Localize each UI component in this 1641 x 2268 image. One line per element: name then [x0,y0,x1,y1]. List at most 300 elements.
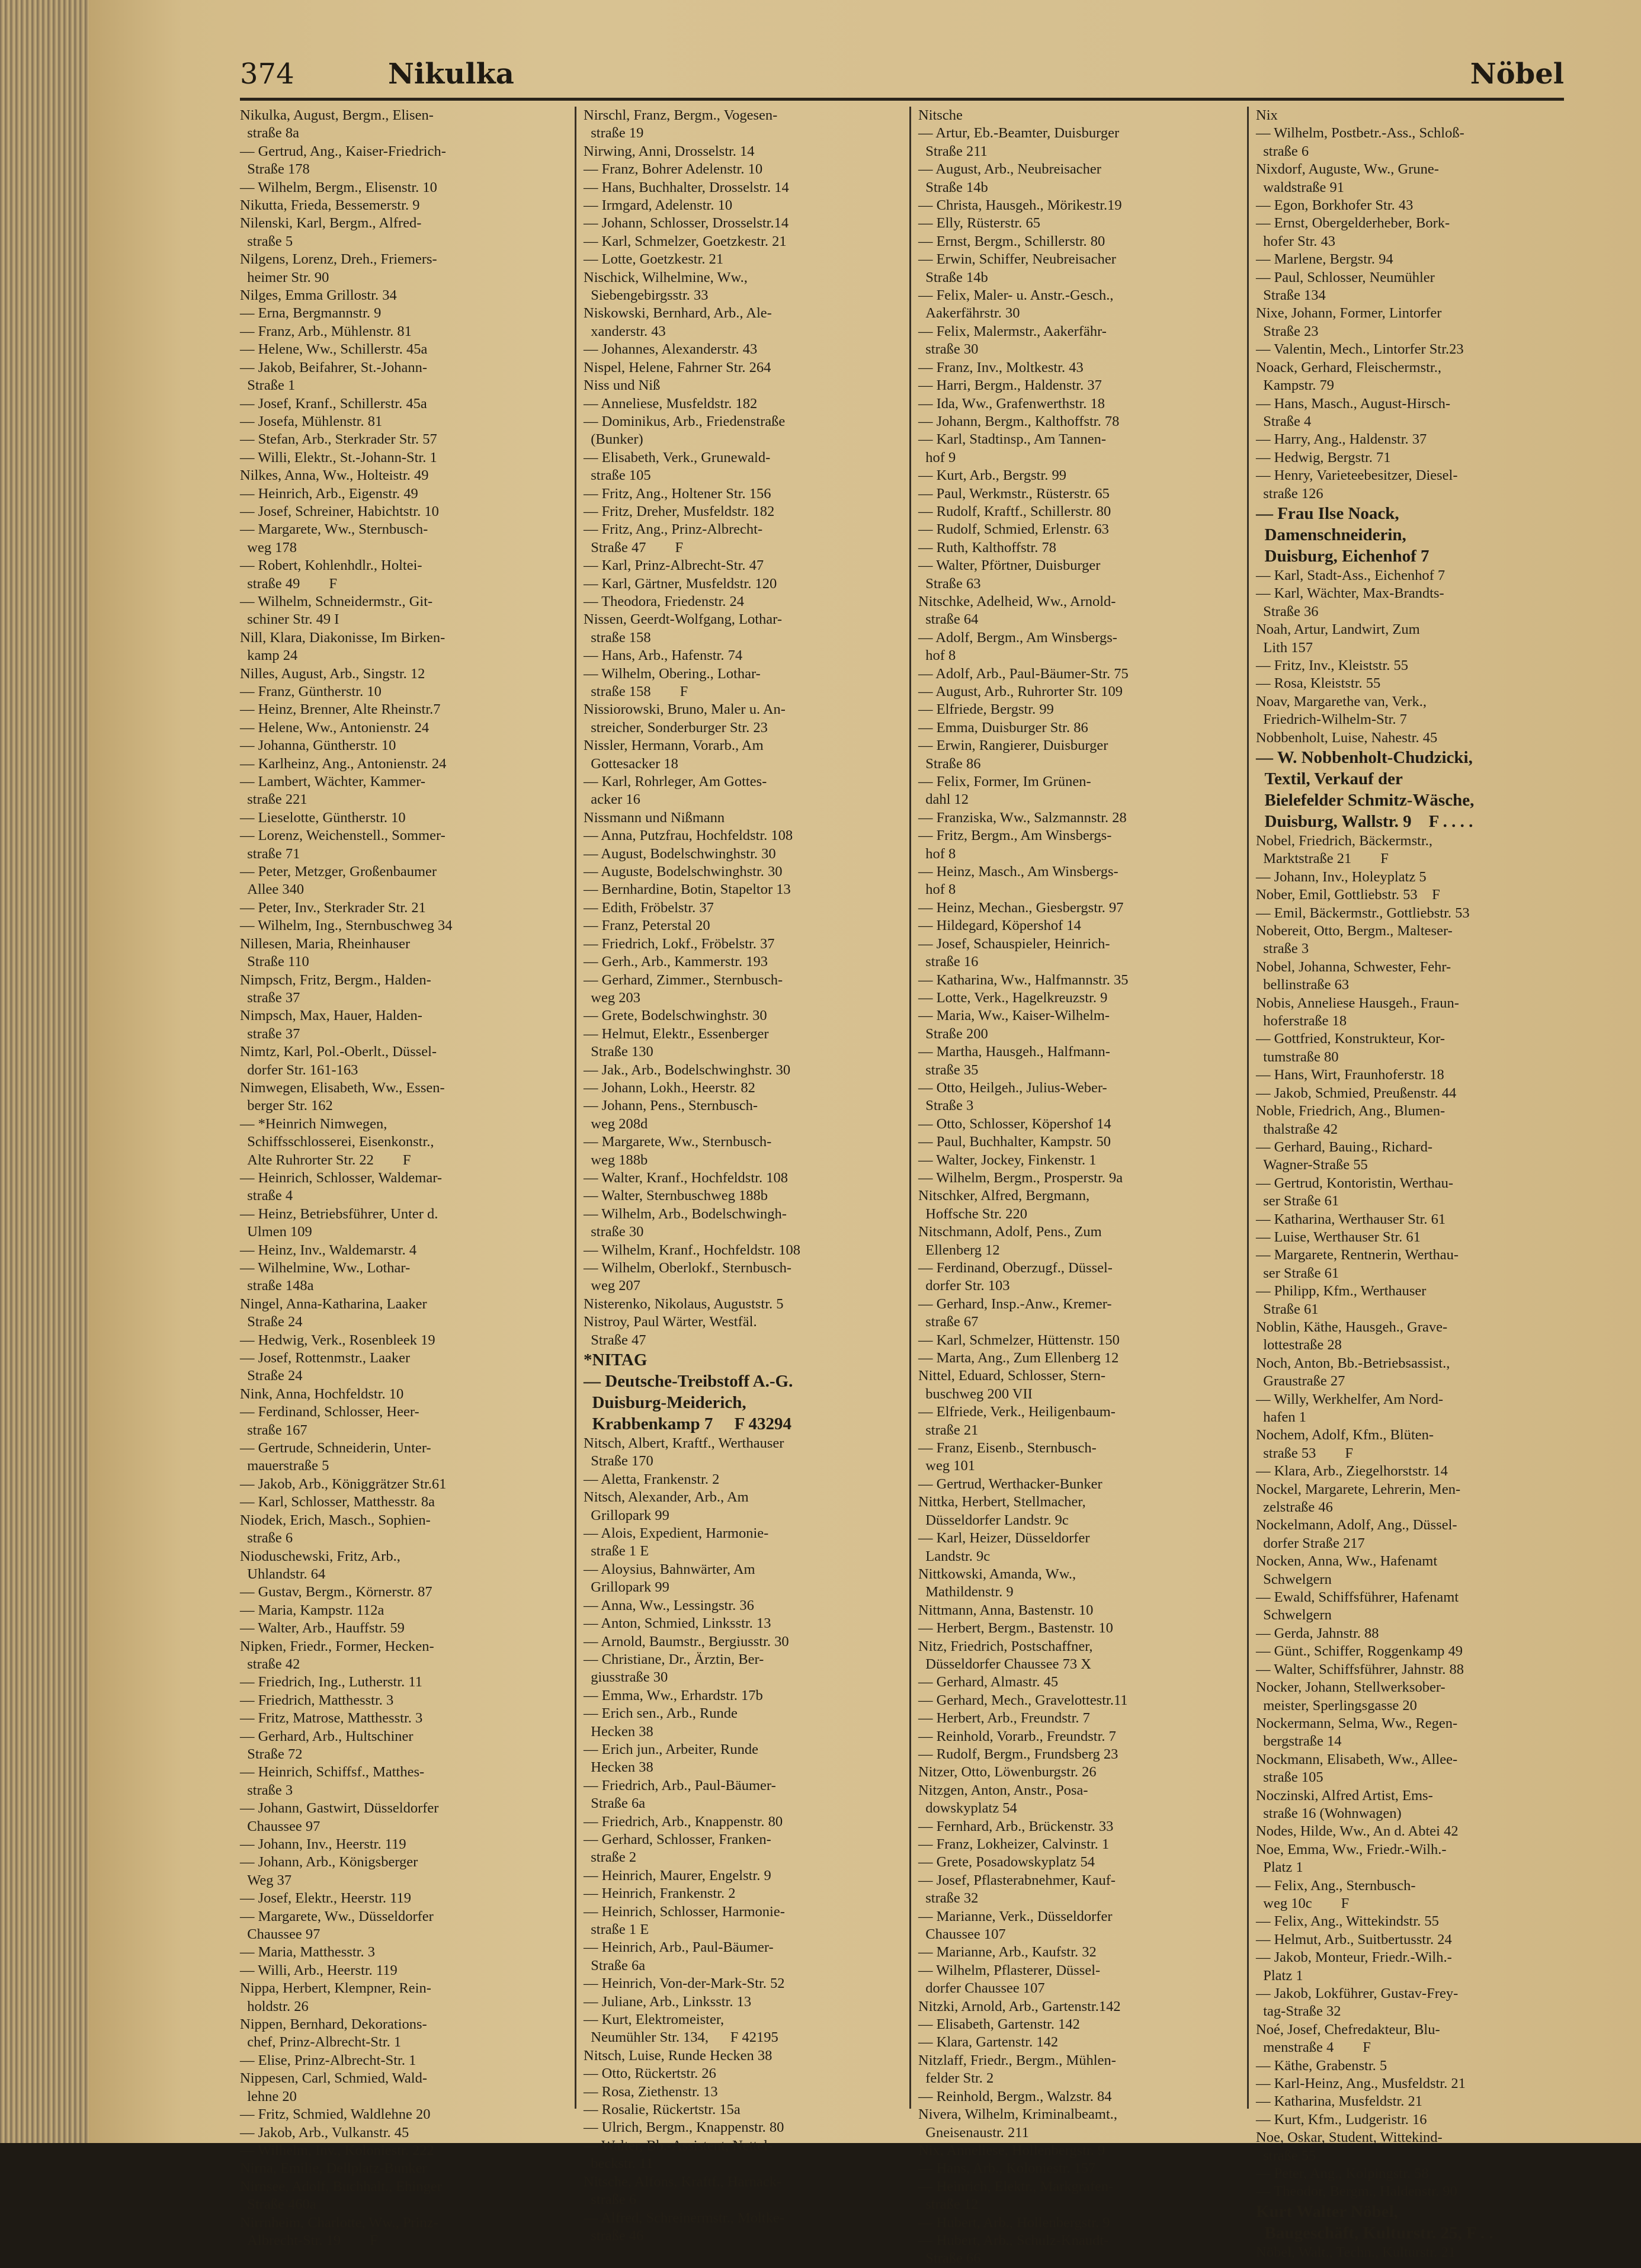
directory-entry: — Franz, Inv., Moltkestr. 43 [918,359,1084,376]
directory-entry: — Wilhelm, Inv., Koloniestr. 222 [240,2142,434,2158]
directory-entry: — Karl, Schmelzer, Goetzkestr. 21 [584,233,787,249]
directory-entry: — Alois, Expedient, Harmonie- straße 1 E [584,1525,769,1560]
directory-entry: — Emma, Duisburger Str. 86 [918,719,1088,736]
directory-entry: — Johann, Arb., Königsberger Weg 37 [240,1854,418,1888]
directory-entry: — Wilhelm, Pflasterer, Düssel- dorfer Chaussee 107 [918,1962,1101,1997]
directory-entry: — Heinrich, Schlosser, Waldemar- straße 4 [240,1169,443,1204]
directory-entry: — Heinrich, Elektr., Markgrafen- straße 12 [918,2178,1114,2213]
directory-entry: — Artur, Eb.-Beamter, Duisburger Straße 211 [918,125,1120,159]
directory-entry: — Josef, Pflasterabnehmer, Kauf- straße 32 [918,1872,1116,1907]
directory-entry: — Fritz, Ang., Holtener Str. 156 [584,485,771,502]
directory-entry: — Klara, Gartenstr. 142 [918,2034,1059,2051]
directory-entry: — Heinrich, Schlosser, Harmonie- straße 1 E [584,1903,785,1937]
directory-entry: — Franz, Lokheizer, Calvinstr. 1 [918,1836,1110,1852]
directory-entry: — Henry, Varieteebesitzer, Diesel- straße 126 [1256,467,1458,502]
directory-entry: — Wilhelm, Kranf., Hochfeldstr. 108 [584,1242,800,1258]
directory-entry: — Erich sen., Arb., Runde Hecken 38 [584,1705,738,1740]
directory-entry: Niskowski, Bernhard, Arb., Ale- xanderstr. 43 [584,305,772,339]
directory-entry: — Johanna, Güntherstr. 10 [240,737,396,754]
directory-entry: Nittkowski, Amanda, Ww., Mathildenstr. 9 [918,1566,1076,1600]
directory-entry: — Deutsche-Treibstoff A.-G. Duisburg-Meiderich, Krabbenkamp 7 F 43294 [584,1372,793,1434]
directory-entry: — Ernst, Obergelderheber, Bork- hofer Str. 43 [1256,215,1450,249]
directory-entry: — Franz, Arb., Mühlenstr. 81 [240,323,412,339]
directory-entry: Noack, Gerhard, Fleischermstr., Kampstr. 79 [1256,359,1441,394]
directory-entry: Nilgens, Lorenz, Dreh., Friemers- heimer Str. 90 [240,251,437,285]
directory-entry: Nissen, Geerdt-Wolfgang, Lothar- straße 158 [584,611,782,646]
directory-entry: Nirwing, Anni, Drosselstr. 14 [584,143,755,159]
directory-entry: — Johannes, Alexanderstr. 43 [584,341,758,358]
directory-entry: — Anna, Putzfrau, Hochfeldstr. 108 [584,827,793,844]
directory-entry: — Alfred, Schreinermstr., Moltke- straße 46 [584,2209,784,2244]
directory-entry: — Harri, Bergm., Haldenstr. 37 [918,377,1102,394]
directory-entry: — Wilhelm, Obering., Lothar- straße 158 F [584,665,761,700]
directory-entry: — Günt., Schiffer, Roggenkamp 49 [1256,1643,1463,1660]
directory-entry: — Ernst, Bergm., Schillerstr. 80 [918,233,1105,249]
directory-entry: — Karl, Stadtinsp., Am Tannen- hof 9 [918,431,1106,466]
directory-entry: — Luise, Werthauser Str. 61 [1256,1228,1421,1245]
directory-entry: Nöbel, Walt., Techn., Kulturstr. 21 [1256,2244,1456,2260]
directory-entry: — Stefan, Arb., Sterkrader Str. 57 [240,431,437,448]
running-head-left: Nikulka [388,57,514,91]
directory-entry: — Elisabeth, Gartenstr. 142 [918,2016,1080,2033]
directory-entry: — Aloysius, Bahnwärter, Am Grillopark 99 [584,1561,755,1596]
directory-entry: — Johann, Gastwirt, Düsseldorfer Chaussee 97 [240,1800,439,1834]
directory-entry: — Margarete, Rentnerin, Werthau- ser Straße 61 [1256,1247,1459,1281]
directory-entry: — Fernhard, Arb., Brückenstr. 33 [918,1818,1114,1834]
column-2 [584,107,909,2244]
directory-entry: — Fritz, Ang., Prinz-Albrecht- Straße 47 F [584,521,763,556]
directory-entry: — Johann, Inv., Holeyplatz 5 [1256,868,1427,885]
directory-entry: — Karl, Schmelzer, Hüttenstr. 150 [918,1332,1120,1348]
directory-entry: — Jakob, Beifahrer, St.-Johann- Straße 1 [240,359,428,394]
directory-entry: Nissiorowski, Bruno, Maler u. An- streicher, Sonderburger Str. 23 [584,701,786,736]
directory-entry: — Jakob, Monteur, Friedr.-Wilh.- Platz 1 [1256,1949,1452,1984]
directory-entry: — Josef, Rottenmstr., Laaker Straße 24 [240,1350,411,1384]
directory-entry: — Philipp, Kfm., Werthauser Straße 61 [1256,1283,1427,1317]
directory-entry: — Helene, Ww., Schillerstr. 45a [240,341,428,358]
directory-entry: — Frau Ilse Noack, Damenschneiderin, Duisburg, Eichenhof 7 [1256,503,1430,566]
directory-entry: Nittka, Herbert, Stellmacher, Düsseldorfer Landstr. 9c [918,1494,1086,1528]
directory-entry: Noe, Oskar, Student, Wittekind- straße 55 [1256,2129,1443,2164]
directory-entry: — Felix, Ang., Wittekindstr. 55 [1256,1913,1439,1930]
directory-entry: — Friedrich, Matthesstr. 3 [240,1692,394,1708]
directory-entry: — Karl-Heinz, Ang., Musfeldstr. 21 [1256,2075,1466,2092]
directory-entry: — Helmut, Arb., Suitbertusstr. 24 [1256,1931,1452,1948]
directory-entry: — Fritz, Schmied, Waldlehne 20 [240,2106,431,2123]
directory-entry: — Karl, Stadt-Ass., Eichenhof 7 [1256,567,1446,583]
directory-entry: — Reinhold, Vorarb., Freundstr. 7 [918,1728,1116,1744]
directory-columns [240,107,1552,2267]
directory-entry: Nitsch, Albert, Kraftf., Werthauser Straße 170 [584,1435,784,1470]
directory-entry: — W. Nobbenholt-Chudzicki, Textil, Verkauf der Bielefelder Schmitz-Wäsche, Duisburg, Wallstr. 9 F . . . . [1256,748,1475,831]
directory-entry: — Kurt, Elektromeister, Neumühler Str. 134, F 42195 [584,2012,778,2046]
directory-entry: — Lotte, Verk., Hagelkreuzstr. 9 [918,989,1108,1006]
directory-entry: Nimpsch, Max, Hauer, Halden- straße 37 [240,1008,422,1042]
directory-entry: — Wilhelm, Oberlokf., Sternbusch- weg 207 [584,1260,792,1294]
directory-entry: — Gerhard, Insp.-Anw., Kremer- straße 67 [918,1295,1112,1330]
directory-entry: — Marianne, Verk., Düsseldorfer Chaussee 107 [918,1908,1113,1943]
directory-entry: Nikutta, Frieda, Bessemerstr. 9 [240,197,420,214]
directory-entry: Nobel, Friedrich, Bäckermstr., Marktstraße 21 F [1256,833,1433,867]
directory-entry: Nispel, Helene, Fahrner Str. 264 [584,359,771,376]
directory-entry: — Gottfried, Konstrukteur, Kor- tumstraße 80 [1256,1031,1446,1065]
directory-entry: Nilges, Emma Grillostr. 34 [240,287,397,304]
column-rule [909,107,911,2109]
directory-entry: Nixdorf, Auguste, Ww., Grune- waldstraße 91 [1256,161,1439,195]
directory-entry: — Wilhelm, Bergm., Elisenstr. 10 [240,179,437,195]
directory-entry: — Lorenz, Weichenstell., Sommer- straße 71 [240,827,445,862]
directory-entry: — Harry, Ang., Haldenstr. 37 [1256,431,1427,448]
directory-entry: — Walter, Schiffsführer, Jahnstr. 88 [1256,1661,1464,1677]
directory-entry: — Kurt, Arb., Bergstr. 99 [918,467,1066,484]
directory-entry: — Johann, Pens., Sternbusch- weg 208d [584,1098,758,1132]
directory-entry: Nodes, Hilde, Ww., An d. Abtei 42 [1256,1823,1459,1840]
directory-entry: — Martha, Hausgeh., Halfmann- straße 35 [918,1044,1110,1078]
directory-entry: Nitschke, Adelheid, Ww., Arnold- straße 64 [918,593,1116,628]
directory-entry: — Gerhard, Arb., Hultschiner Straße 72 [240,1728,414,1762]
directory-entry: — Edith, Fröbelstr. 37 [584,899,714,916]
directory-entry: — Christa, Hausgeh., Mörikestr.19 [918,197,1122,214]
directory-entry: Nimpsch, Fritz, Bergm., Halden- straße 37 [240,971,431,1006]
directory-entry: Nitsch, Alexander, Arb., Am Grillopark 99 [584,1489,749,1523]
directory-entry: — Friedrich, Ing., Lutherstr. 11 [240,1674,423,1690]
directory-entry: — Karl, Rohrleger, Am Gottes- acker 16 [584,774,767,808]
directory-entry: — Paul, Schlosser, Neumühler Straße 134 [1256,269,1435,304]
directory-entry: Nobereit, Otto, Bergm., Malteser- straße 3 [1256,923,1453,957]
directory-entry: — Walter, Sternbuschweg 188b [584,1188,768,1204]
directory-entry: — Emma, Ww., Erhardstr. 17b [584,1687,763,1704]
directory-entry: — Rosa, Ziethenstr. 13 [584,2083,718,2100]
directory-entry: — Ida, Ww., Grafenwerthstr. 18 [918,395,1105,412]
directory-entry: — Heinz, Masch., Am Winsbergs- hof 8 [918,864,1118,898]
directory-entry: Nockel, Margarete, Lehrerin, Men- zelstraße 46 [1256,1481,1461,1516]
directory-entry: Nitzgen, Anton, Anstr., Posa- dowskyplatz 54 [918,1782,1088,1817]
directory-entry: — Felix, Malermstr., Aakerfähr- straße 30 [918,323,1107,358]
directory-entry: — Walter, Pförtner, Duisburger Straße 63 [918,557,1101,592]
directory-entry: Nitsche [918,107,963,123]
directory-entry: — Ferdinand, Oberzugf., Düssel- dorfer Str. 103 [918,1260,1113,1294]
directory-entry: Nockmann, Elisabeth, Ww., Allee- straße 105 [1256,1751,1458,1786]
directory-entry: — Kurt, Kfm., Ludgeristr. 16 [1256,2111,1427,2128]
directory-entry: — Josefa, Mühlenstr. 81 [240,413,383,429]
page-header [240,50,1564,101]
directory-entry: — Elfriede, Bergstr. 99 [918,701,1054,718]
column-rule [575,107,576,2109]
directory-entry: Nippa, Herbert, Klempner, Rein- holdstr. 26 [240,1980,431,2014]
directory-entry: — Erwin, Rangierer, Duisburger Straße 86 [918,737,1108,772]
directory-entry: — Hedwig, Bergstr. 71 [1256,449,1391,466]
directory-entry: — Klara, Arb., Ziegelhorststr. 14 [1256,1463,1448,1480]
directory-entry: — Johann, Lokh., Heerstr. 82 [584,1079,755,1096]
directory-entry: — Katharina, Werthauser Str. 61 [1256,1211,1446,1227]
directory-entry: Nockermann, Selma, Ww., Regen- bergstraße 14 [1256,1715,1458,1750]
column-4 [1256,107,1582,2260]
directory-entry: Nistroy, Paul Wärter, Westfäl. Straße 47 [584,1314,757,1348]
directory-entry: — Helmut, Elektr., Essenberger Straße 130 [584,1025,769,1060]
directory-entry: — Hans, Arb., Hafenstr. 74 [584,647,743,664]
column-1 [240,107,566,2248]
directory-entry: — Maria, Ww., Kaiser-Wilhelm- Straße 200 [918,1008,1110,1042]
directory-entry: — Heinrich, Maurer, Engelstr. 9 [584,1867,771,1884]
directory-entry: — Willy, Werkhelfer, Am Nord- hafen 1 [1256,1391,1444,1425]
directory-entry: — Anton, Schmied, Linksstr. 13 [584,1615,771,1632]
directory-entry: — Franz, Eisenb., Sternbusch- weg 101 [918,1440,1097,1474]
directory-entry: Noav, Margarethe van, Verk., Friedrich-Wilhelm-Str. 7 [1256,693,1427,728]
directory-entry: — Karlheinz, Ang., Antonienstr. 24 [240,755,447,772]
directory-entry: — Hubert, Arb., Schulz-Knaudt- Straße 66 [918,2232,1109,2267]
directory-entry: — Hans, Masch., August-Hirsch- Straße 4 [1256,395,1450,429]
directory-entry: — Robert, Kohlenhdlr., Holtei- straße 49 F [240,557,422,592]
directory-entry: — Wilhelmine, Ww., Lothar- straße 148a [240,1260,411,1294]
directory-entry: — Heinz, Mechan., Giesbergstr. 97 [918,899,1124,916]
directory-entry: — Rudolf, Schmied, Erlenstr. 63 [918,521,1109,538]
directory-entry: Nix, Anneliese, Hollenbergstr. 9 [918,2142,1105,2158]
directory-entry: — Otto, Schlosser, Köpershof 14 [918,1115,1111,1132]
directory-entry: — Gerda, Jahnstr. 88 [1256,1625,1379,1641]
directory-entry: — Elise, Prinz-Albrecht-Str. 1 [240,2052,416,2068]
directory-entry: Nober, Emil, Gottliebstr. 53 F [1256,887,1440,903]
directory-entry: — Wilhelm, Ing., Sternbuschweg 34 [240,918,453,934]
directory-entry: — Heinz, Betriebsführer, Unter d. Ulmen 109 [240,1205,438,1240]
directory-entry: *NITAG [584,1350,648,1370]
directory-entry: — Emil, Bäckermstr., Gottliebstr. 53 [1256,904,1470,921]
directory-entry: Niodek, Erich, Masch., Sophien- straße 6 [240,1512,431,1547]
directory-entry: — Gerhard, Mech., Gravelottestr.11 [918,1692,1128,1708]
directory-entry: — Gertrude, Schneiderin, Unter- mauerstraße 5 [240,1440,431,1474]
directory-entry: — Felix, Ang., Sternbusch- weg 10c F [1256,1877,1416,1911]
directory-entry: — Katharina, Ww., Halfmannstr. 35 [918,971,1129,988]
directory-entry: Nobis, Anneliese Hausgeh., Fraun- hoferstraße 18 [1256,995,1459,1029]
directory-entry: — Gustav, Bergm., Körnerstr. 87 [240,1584,432,1600]
directory-entry: — Heinrich, Frankenstr. 2 [584,1885,736,1902]
directory-entry: Nischick, Wilhelmine, Ww., Siebengebirgsstr. 33 [584,269,748,304]
directory-entry: — Josef, Schreiner, Habichtstr. 10 [240,503,439,519]
directory-entry: — Gertrud, Werthacker-Bunker [918,1475,1102,1492]
directory-entry: — Elisabeth, Verk., Grunewald- straße 105 [584,449,771,484]
directory-entry: — Karl, Prinz-Albrecht-Str. 47 [584,557,764,574]
directory-entry: — Lambert, Wächter, Kammer- straße 221 [240,774,426,808]
directory-entry: — Josef, Elektr., Heerstr. 119 [240,1890,411,1907]
column-rule [1247,107,1249,2109]
directory-entry: Nitzlaff, Friedr., Bergm., Mühlen- felder Str. 2 [918,2052,1116,2087]
directory-entry: Noah, Artur, Landwirt, Zum Lith 157 [1256,621,1420,656]
directory-entry: Nirschl, Franz, Bergm., Vogesen- straße 19 [584,107,778,142]
directory-entry: Nikulka, August, Bergm., Elisen- straße 8a [240,107,434,142]
directory-entry: — Franz, Bohrer Adelenstr. 10 [584,161,763,178]
directory-entry: — Bernhardine, Botin, Stapeltor 13 [584,881,791,898]
directory-entry: — Fritz, Matrose, Matthesstr. 3 [240,1710,423,1727]
directory-entry: — Friedrich, Arb., Paul-Bäumer- Straße 6a [584,1777,776,1812]
directory-entry: Nimwegen, Elisabeth, Ww., Essen- berger Str. 162 [240,1079,445,1114]
directory-entry: — August, Bodelschwinghstr. 30 [584,845,776,862]
directory-entry: Ningel, Anna-Katharina, Laaker Straße 24 [240,1295,427,1330]
directory-entry: Noe, Emma, Ww., Friedr.-Wilh.- Platz 1 [1256,1841,1447,1876]
directory-entry: Nisterenko, Nikolaus, Auguststr. 5 [584,1295,784,1312]
directory-entry: — *Heinrich Nimwegen, Schiffsschlosserei, Eisenkonstr., Alte Ruhrorter Str. 22 F [240,1115,434,1168]
directory-entry: — Willi, Arb., Heerstr. 119 [240,1962,398,1978]
directory-entry: Nocken, Anna, Ww., Hafenamt Schwelgern [1256,1553,1438,1587]
directory-entry: — Franziska, Ww., Salzmannstr. 28 [918,809,1127,826]
directory-entry: Nix [1256,107,1278,123]
directory-entry: Nillesen, Maria, Rheinhauser Straße 110 [240,935,411,970]
directory-entry: — Jakob, Schmied, Preußenstr. 44 [1256,1085,1457,1101]
directory-entry: — Franz, Peterstal 20 [584,918,710,934]
directory-entry: Nilkes, Anna, Ww., Holteistr. 49 [240,467,429,484]
directory-entry: — Friedrich, Arb., Knappenstr. 80 [584,1813,783,1830]
directory-entry: Noble, Friedrich, Ang., Blumen- thalstraße 42 [1256,1103,1446,1137]
directory-entry: — Käthe, Grabenstr. 5 [1256,2057,1387,2074]
directory-entry: — Arnold, Baumstr., Bergiusstr. 30 [584,1633,789,1650]
directory-entry: Nirrnheim, Charlotte, Ww., Prinz- Albrecht-Str. 19 F [240,2214,438,2248]
directory-entry: — Rudolf, Kraftf., Schillerstr. 80 [918,503,1111,519]
directory-entry: Nixe, Johann, Former, Lintorfer Straße 23 [1256,305,1442,339]
directory-entry: Nivera, Wilhelm, Kriminalbeamt., Gneisenaustr. 211 [918,2106,1118,2141]
directory-entry: — Paul, Werkmstr., Rüsterstr. 65 [918,485,1110,502]
directory-entry: Nittel, Eduard, Schlosser, Stern- buschweg 200 VII [918,1368,1106,1402]
directory-entry: Noczinski, Alfred Artist, Ems- straße 16 (Wohnwagen) [1256,1787,1433,1821]
directory-entry: Noé, Josef, Chefredakteur, Blu- menstraße 4 F [1256,2021,1440,2056]
directory-entry: Noblin, Käthe, Hausgeh., Grave- lottestraße 28 [1256,1319,1448,1353]
directory-entry: — Jakob, Arb., Vulkanstr. 45 [240,2124,409,2141]
directory-entry: Nittmann, Anna, Bastenstr. 10 [918,1602,1094,1618]
directory-entry: — Erna, Bergmannstr. 9 [240,305,382,322]
directory-entry: — Hedwig, Verk., Rosenbleek 19 [240,1332,435,1348]
directory-entry: — Hans, Buchhalter, Drosselstr. 14 [584,179,789,195]
directory-entry: — Ferdinand, Schlosser, Heer- straße 167 [240,1404,419,1438]
directory-entry: — Maria, Matthesstr. 3 [240,1944,375,1961]
directory-entry: Kurt Walter Nöbel, Baugeschäft, Kulturstr. 25, F . . [1256,2202,1493,2243]
directory-entry: — Wilhelm, Bergm., Prosperstr. 9a [918,1169,1123,1186]
directory-entry: — Aletta, Frankenstr. 2 [584,1471,720,1487]
directory-entry: Nilles, August, Arb., Singstr. 12 [240,665,425,682]
directory-entry: — Rosalie, Rückertstr. 15a [584,2102,741,2118]
column-3 [918,107,1244,2267]
book-page-edges [0,0,89,2143]
directory-entry: — Heinrich, Arb., Eigenstr. 49 [240,485,418,502]
directory-entry: — Walter, Jockey, Finkenstr. 1 [918,1151,1097,1168]
directory-entry: — Erwin, Schiffer, Neubreisacher Straße 14b [918,251,1116,285]
directory-entry: — Margarete, Ww., Sternbusch- weg 188b [584,1134,772,1168]
directory-entry: — Heinz, Brenner, Alte Rheinstr.7 [240,701,441,718]
directory-entry: — Hubert, Arb., Hollenbergstr. 9 [918,2214,1110,2231]
directory-entry: — Reinhold, Bergm., Walzstr. 84 [918,2088,1112,2105]
directory-entry: — Juliane, Arb., Linksstr. 13 [584,1993,752,2010]
directory-entry: — Margarete, Ww., Düsseldorfer Chaussee 97 [240,1908,434,1943]
directory-entry: Nioduschewski, Fritz, Arb., Uhlandstr. 64 [240,1548,400,1582]
directory-entry: — Egon, Borkhofer Str. 43 [1256,197,1414,214]
directory-entry: — Marlene, Bergstr. 94 [1256,251,1393,268]
directory-entry: — Otto, Heilgeh., Julius-Weber- Straße 3 [918,1079,1107,1114]
directory-entry: Nitsch, Luise, Runde Hecken 38 [584,2047,773,2064]
directory-entry: — Herbert, Bergm., Bastenstr. 10 [918,1620,1113,1637]
directory-entry: — Friedrich, Lokf., Fröbelstr. 37 [584,935,775,952]
directory-entry: — Valentin, Mech., Lintorfer Str.23 [1256,341,1464,358]
directory-entry: — Margarete, Ww., Sternbusch- weg 178 [240,521,428,556]
directory-entry: — Helene, Ww., Antonienstr. 24 [240,719,430,736]
directory-entry: — Walter, Bb.-Assistent, Nettel- beckstr. 11 [584,2137,773,2172]
directory-entry: — Dominikus, Arb., Friedenstraße (Bunker) [584,413,786,448]
directory-entry: — Irmgard, Adelenstr. 10 [584,197,733,214]
directory-entry: Nitschker, Alfred, Bergmann, Hoffsche Str. 220 [918,1188,1090,1222]
directory-entry: — Marianne, Arb., Kaufstr. 32 [918,1944,1097,1961]
page-number: 374 [240,57,294,91]
directory-entry: — Gerhard, Bauing., Richard- Wagner-Straße 55 [1256,1138,1432,1173]
directory-entry: — August, Arb., Neubreisacher Straße 14b [918,161,1101,195]
directory-entry: Nitschmann, Adolf, Pens., Zum Ellenberg 12 [918,1224,1102,1258]
directory-entry: — Walter, Arb., Hauffstr. 59 [240,1620,405,1637]
directory-entry: — Ruth, Kalthoffstr. 78 [918,539,1056,556]
directory-entry: Nimtz, Karl, Pol.-Oberlt., Düssel- dorfer Str. 161-163 [240,1044,437,1078]
directory-entry: — Wilhelm, Postbetr.-Ass., Schloß- straße 6 [1256,125,1464,159]
directory-entry: — Karl, Wächter, Max-Brandts- Straße 36 [1256,585,1444,620]
directory-entry: — Josef, Kranf., Schillerstr. 45a [240,395,427,412]
directory-entry: — Karl, Gärtner, Musfeldstr. 120 [584,575,777,592]
directory-entry: Nill, Klara, Diakonisse, Im Birken- kamp 24 [240,629,445,664]
directory-entry: — Wilhelm, Arb., Bodelschwingh- straße 30 [584,1205,787,1240]
directory-entry: Nitzki, Arnold, Arb., Gartenstr.142 [918,1998,1121,2014]
directory-entry: — Wilhelm, Schneidermstr., Git- schiner Str. 49 I [240,593,433,628]
directory-entry: — Theodor, Bergm., Haldenstr. 90 [1256,2183,1457,2200]
directory-entry: — Adolf, Arb., Paul-Bäumer-Str. 75 [918,665,1129,682]
directory-entry: — Walter, Kranf., Hochfeldstr. 108 [584,1169,788,1186]
directory-entry: — Theodora, Friedenstr. 24 [584,593,745,609]
directory-entry: — Grete, Bodelschwinghstr. 30 [584,1008,767,1024]
directory-entry: — Rosa, Kleiststr. 55 [1256,675,1381,692]
directory-entry: — Maria, Kampstr. 112a [240,1602,384,1618]
directory-entry: — Hans, Arb., Koloniestr. 157 [918,2160,1096,2177]
directory-entry: — Herbert, Arb., Freundstr. 7 [918,1710,1090,1727]
directory-entry: Nirna, Emilie, Dellplatz-Bunker [240,2160,427,2177]
directory-entry: — Elfriede, Verk., Heiligenbaum- straße 21 [918,1404,1116,1438]
directory-entry: — Willi, Elektr., St.-Johann-Str. 1 [240,449,437,466]
directory-entry: Nockelmann, Adolf, Ang., Düssel- dorfer Straße 217 [1256,1517,1457,1551]
directory-entry: Nippesen, Carl, Schmied, Wald- lehne 20 [240,2070,428,2105]
directory-entry: — Heinrich, Schiffsf., Matthes- straße 3 [240,1764,425,1798]
directory-entry: — Gerhard, Zimmer., Sternbusch- weg 203 [584,971,783,1006]
directory-entry: — Gerhard, Schlosser, Franken- straße 2 [584,1831,771,1866]
directory-entry: — Hildegard, Köpershof 14 [918,918,1081,934]
directory-entry: — Peter, Metzger, Großenbaumer Allee 340 [240,864,437,898]
directory-entry: Nirnsee, Adolf, Buchhalt., Ehinger Straße 460a [240,2178,442,2213]
directory-entry: — Gerh., Arb., Kammerstr. 193 [584,954,768,970]
directory-entry: — Christiane, Dr., Ärztin, Ber- giusstraße 30 [584,1651,764,1686]
directory-entry: — Auguste, Bodelschwinghstr. 30 [584,864,783,880]
directory-entry: — Rudolf, Bergm., Frundsberg 23 [918,1746,1118,1762]
directory-entry: — Franz, Güntherstr. 10 [240,684,382,700]
directory-entry: — Grete, Posadowskyplatz 54 [918,1854,1095,1871]
directory-entry: Nocker, Johann, Stellwerksober- meister, Sperlingsgasse 20 [1256,1679,1446,1714]
directory-entry: — Jakob, Lokführer, Gustav-Frey- tag-Straße 32 [1256,1985,1459,2020]
directory-entry: — Josef, Schauspieler, Heinrich- straße 16 [918,935,1110,970]
directory-entry: — Anna, Ww., Lessingstr. 36 [584,1597,754,1613]
directory-entry: — Gertrud, Ang., Kaiser-Friedrich- Straße 178 [240,143,446,178]
directory-entry: — Karl, Schlosser, Matthesstr. 8a [240,1494,435,1510]
directory-entry: — Katharina, Musfeldstr. 21 [1256,2093,1423,2110]
directory-entry: — Marta, Ang., Zum Ellenberg 12 [918,1350,1119,1366]
directory-entry: — Gertrud, Kontoristin, Werthau- ser Straße 61 [1256,1175,1454,1210]
directory-entry: Noch, Anton, Bb.-Betriebsassist., Graustraße 27 [1256,1355,1450,1390]
directory-entry: — Elly, Rüsterstr. 65 [918,215,1040,232]
directory-entry: — Otto, Rückertstr. 26 [584,2065,716,2082]
directory-entry: — Heinrich, Arb., Paul-Bäumer- Straße 6a [584,1939,774,1974]
running-head-right: Nöbel [1470,57,1564,91]
directory-entry: — Ulrich, Bergm., Knappenstr. 80 [584,2119,784,2136]
directory-entry: Nobel, Johanna, Schwester, Fehr- bellinstraße 63 [1256,958,1451,993]
directory-entry: Nitsche, Alfons, Kraftf., Harnack- straße 6 [584,2173,782,2208]
directory-entry: Nippen, Bernhard, Dekorations- chef, Prinz-Albrecht-Str. 1 [240,2016,427,2051]
directory-entry: Nochem, Adolf, Kfm., Blüten- straße 53 F [1256,1427,1434,1461]
directory-entry: Nink, Anna, Hochfeldstr. 10 [240,1385,404,1402]
